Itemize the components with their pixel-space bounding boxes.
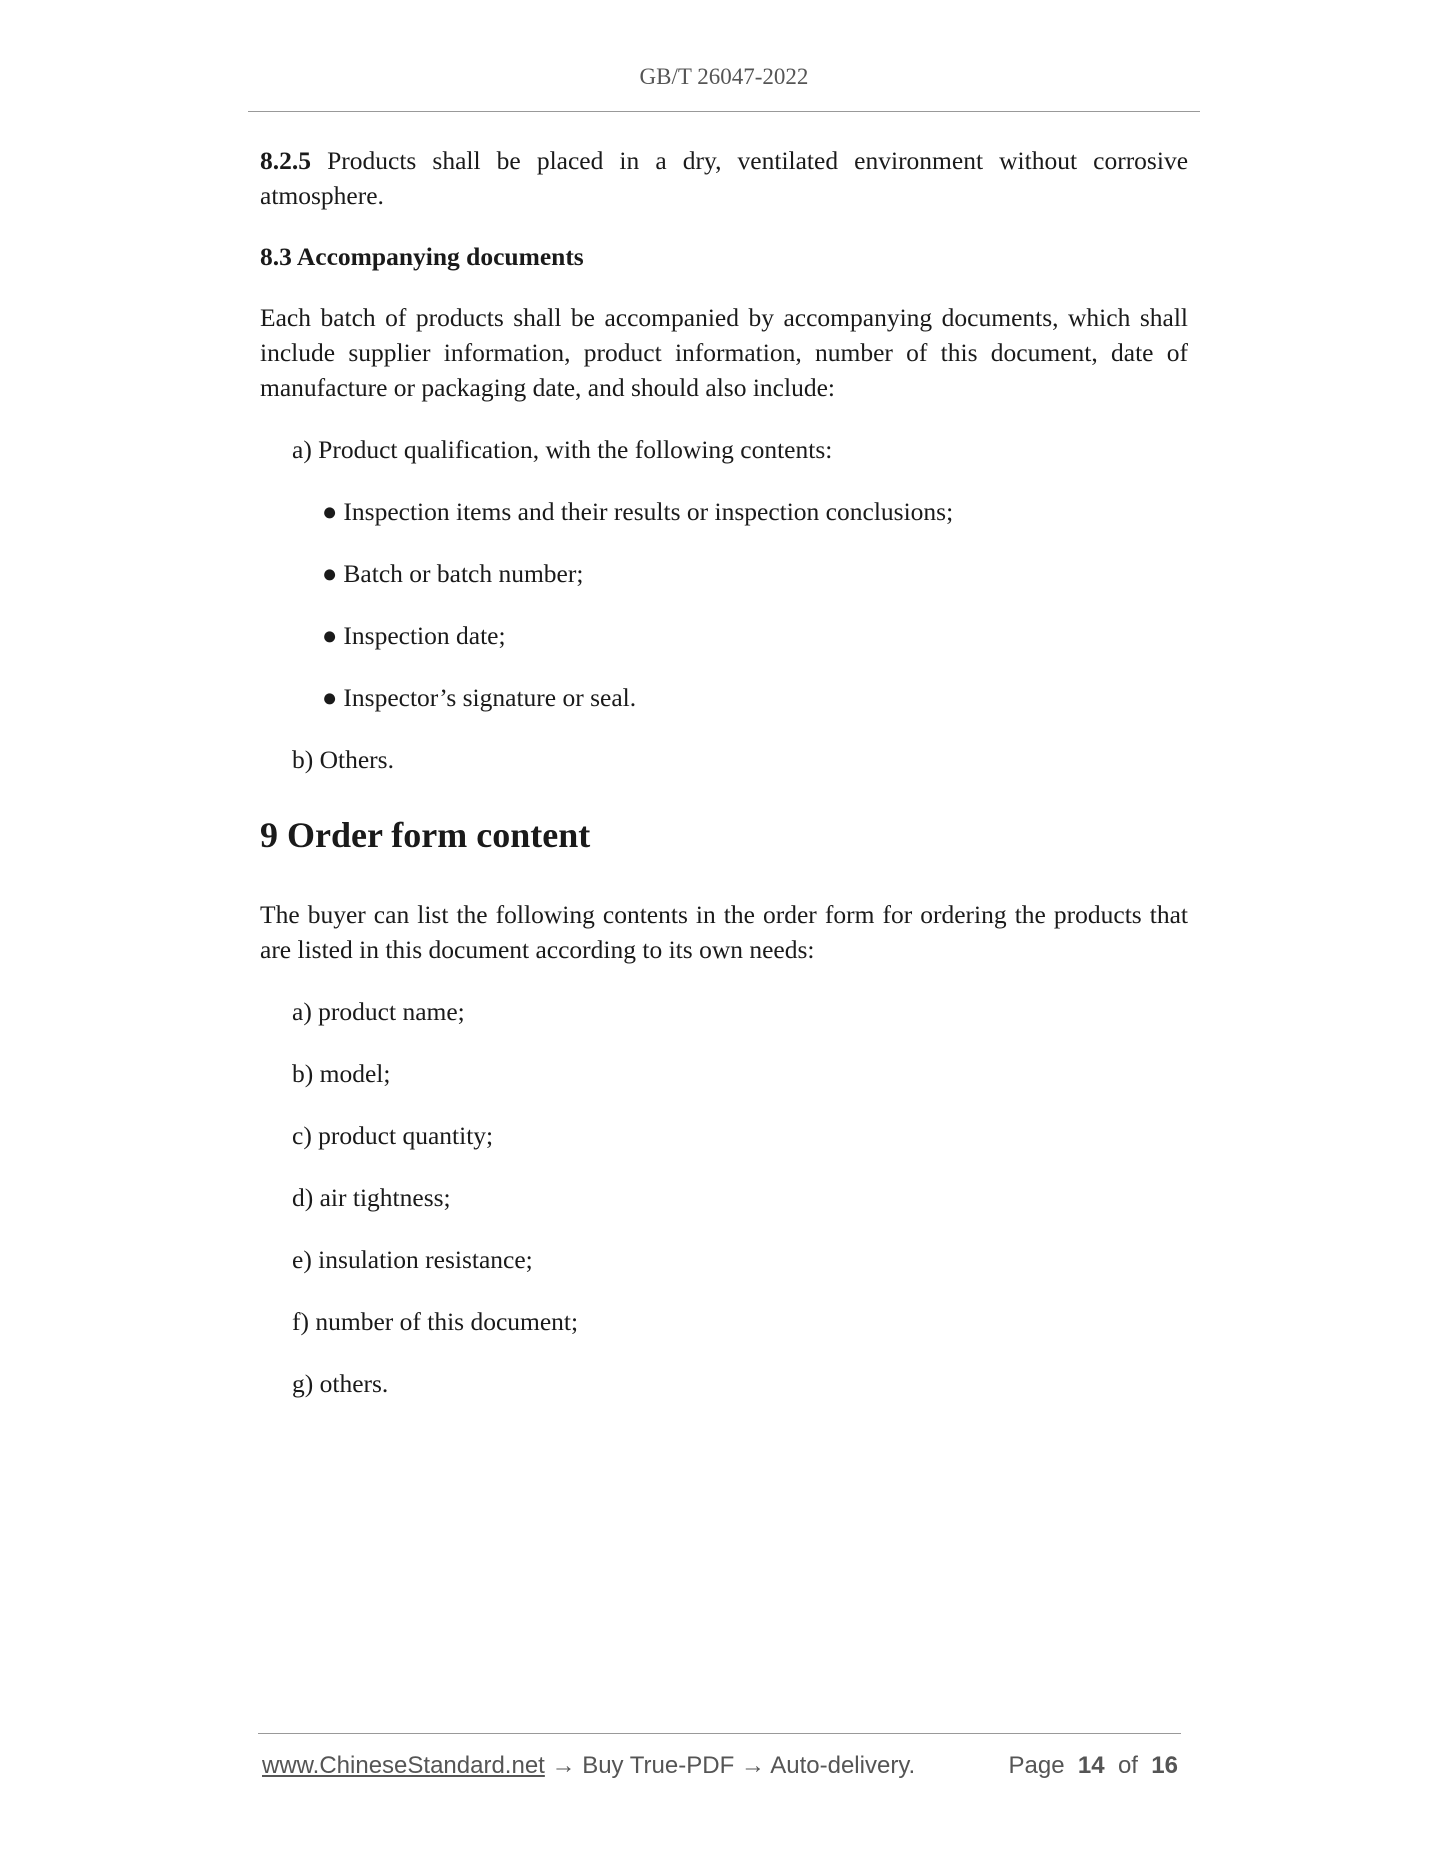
clause-text: Products shall be placed in a dry, ventilated environment without corrosive atmosphere. <box>260 146 1189 210</box>
page-total: 16 <box>1151 1752 1178 1779</box>
delivery-text: Auto-delivery. <box>770 1752 916 1779</box>
header-divider <box>248 111 1200 112</box>
list-item: a) product name; <box>292 997 465 1026</box>
list-item: g) others. <box>292 1369 389 1398</box>
bullet-item <box>322 494 1188 529</box>
buy-text: Buy True-PDF <box>582 1752 735 1779</box>
page-footer <box>262 1752 1182 1780</box>
bullet-text: Inspection items and their results or inspection conclusions; <box>343 497 954 526</box>
list-item: d) air tightness; <box>292 1183 451 1212</box>
arrow-icon: → <box>551 1752 576 1779</box>
list-item: f) number of this document; <box>292 1307 579 1336</box>
clause-8-2-5 <box>260 143 1188 213</box>
bullet-icon: ● <box>322 683 338 712</box>
list-item: a) Product qualification, with the following contents: <box>292 435 833 464</box>
bullet-text: Inspector’s signature or seal. <box>343 683 637 712</box>
footer-divider <box>258 1733 1181 1734</box>
page-label: Page <box>1008 1752 1065 1779</box>
section-8-3-intro: Each batch of products shall be accompanied by accompanying documents, which shall include supplier information, product information, number of this document, date of manufacture or packaging date, and should also include: <box>260 303 1188 402</box>
clause-number: 8.2.5 <box>260 146 311 175</box>
page-current: 14 <box>1077 1752 1105 1779</box>
bullet-text: Inspection date; <box>343 621 506 650</box>
bullet-text: Batch or batch number; <box>343 559 584 588</box>
arrow-icon: → <box>740 1752 765 1779</box>
section-8-3-heading: 8.3 Accompanying documents <box>260 242 584 271</box>
bullet-icon: ● <box>322 497 338 526</box>
page-header: GB/T 26047-2022 <box>639 64 809 89</box>
bullet-icon: ● <box>322 559 338 588</box>
bullet-item <box>322 618 1188 653</box>
page-indicator <box>1008 1752 1178 1780</box>
list-item: e) insulation resistance; <box>292 1245 533 1274</box>
bullet-item <box>322 680 1188 715</box>
list-item: c) product quantity; <box>292 1121 494 1150</box>
document-body <box>260 143 1188 1401</box>
of-label: of <box>1117 1752 1138 1779</box>
list-item: b) model; <box>292 1059 391 1088</box>
site-link[interactable]: www.ChineseStandard.net <box>262 1752 545 1779</box>
section-9-intro: The buyer can list the following contents in the order form for ordering the products that are listed in this document according to its own needs: <box>260 900 1188 964</box>
section-9-heading: 9 Order form content <box>260 815 591 855</box>
bullet-icon: ● <box>322 621 338 650</box>
bullet-item <box>322 556 1188 591</box>
list-item: b) Others. <box>292 745 394 774</box>
